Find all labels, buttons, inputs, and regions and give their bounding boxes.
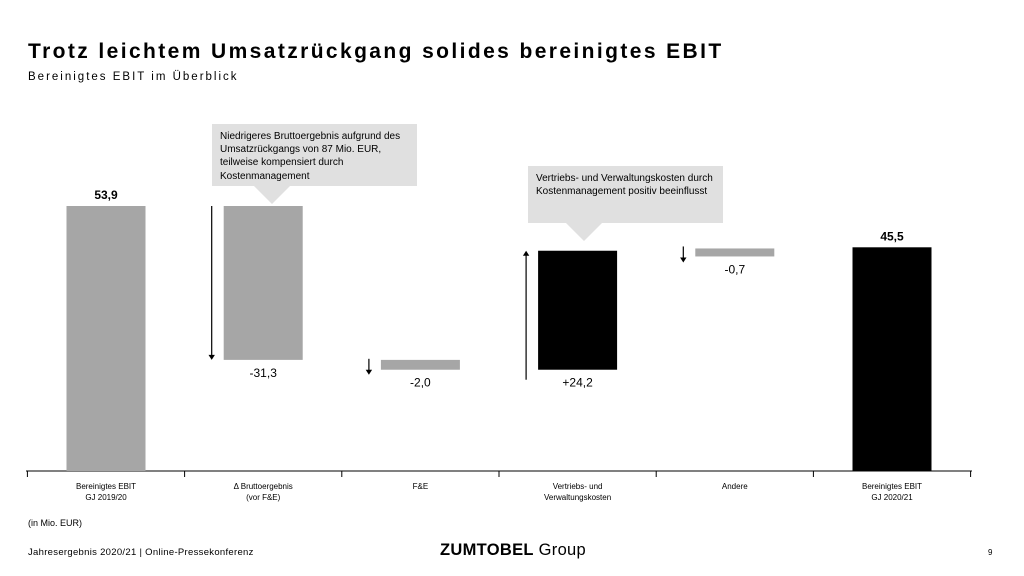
bar-0 (67, 206, 146, 471)
x-tick-label: Verwaltungskosten (544, 493, 612, 502)
data-label: 53,9 (94, 188, 118, 202)
callout-gross-profit: Niedrigeres Bruttoergebnis aufgrund des Umsatzrückgangs von 87 Mio. EUR, teilweise kompensiert durch Kostenmanagement (212, 124, 417, 186)
data-label: -0,7 (724, 262, 746, 277)
x-tick-label: (vor F&E) (246, 493, 281, 502)
footer-text: Jahresergebnis 2020/21 | Online-Pressekonferenz (28, 547, 254, 558)
x-tick-label: Δ Bruttoergebnis (233, 482, 293, 491)
delta-arrow-head (680, 257, 686, 262)
bar-3 (538, 251, 617, 370)
page-number: 9 (988, 548, 993, 557)
x-tick-label: Vertriebs- und (552, 482, 603, 491)
bar-2 (381, 360, 460, 370)
page-title: Trotz leichtem Umsatzrückgang solides bereinigtes EBIT (28, 40, 724, 63)
brand-logo (440, 541, 586, 560)
data-label: -31,3 (249, 365, 277, 380)
x-tick-label: Bereinigtes EBIT (861, 482, 923, 491)
page-subtitle: Bereinigtes EBIT im Überblick (28, 71, 239, 83)
delta-arrow-head (523, 251, 529, 256)
x-tick-label: F&E (412, 482, 429, 491)
unit-note: (in Mio. EUR) (28, 518, 83, 528)
data-label: 45,5 (880, 229, 904, 244)
bar-5 (853, 247, 932, 471)
bar-4 (695, 248, 774, 256)
data-label: -2,0 (410, 375, 431, 390)
x-tick-label: Bereinigtes EBIT (75, 482, 137, 491)
callout-sga-costs: Vertriebs- und Verwaltungskosten durch Kostenmanagement positiv beeinflusst (528, 166, 723, 223)
brand-logo-group: Group (538, 541, 587, 559)
delta-arrow-head (209, 355, 215, 360)
x-tick-label: GJ 2020/21 (871, 493, 913, 502)
bar-1 (224, 206, 303, 360)
delta-arrow-head (366, 370, 372, 375)
brand-logo-bold: ZUMTOBEL (440, 541, 534, 559)
x-tick-label: Andere (721, 482, 748, 491)
x-tick-label: GJ 2019/20 (85, 493, 127, 502)
data-label: +24,2 (562, 375, 593, 390)
